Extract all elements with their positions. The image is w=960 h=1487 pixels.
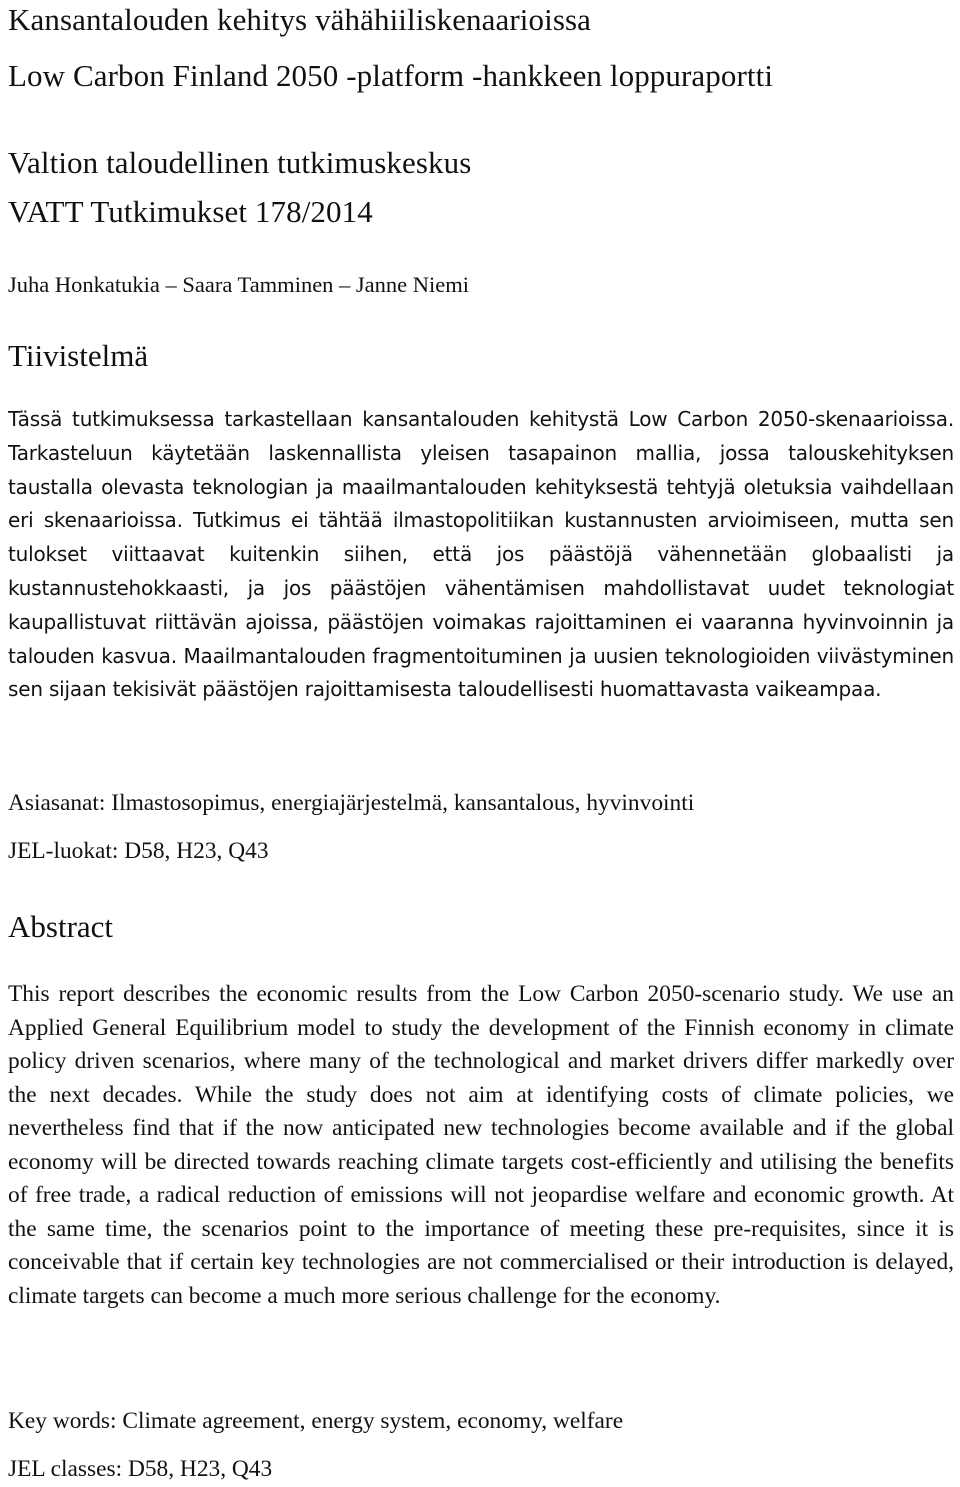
- abstract-body: This report describes the economic results from the Low Carbon 2050-scenario study. We use an Applied General Equilibrium model to study the development of the Finnish economy in climate policy driven scenarios, where many of the technological and market drivers differ markedly over the next decades. While the study does not aim at identifying costs of climate policies, we nevertheless find that if the now anticipated new technologies become available and if the global economy will be directed towards reaching climate targets cost-efficiently and utilising the benefits of free trade, a radical reduction of emissions will not jeopardise welfare and economic growth. At the same time, the scenarios point to the importance of meeting these pre-requisites, since it is conceivable that if certain key technologies are not commercialised or their introduction is delayed, climate targets can become a much more serious challenge for the economy.: [8, 981, 954, 1309]
- institute-name: Valtion taloudellinen tutkimuskeskus: [8, 145, 472, 180]
- tiivistelma-heading: Tiivistelmä: [8, 338, 149, 373]
- en-keywords: Key words: Climate agreement, energy system, economy, welfare: [8, 1408, 624, 1434]
- report-subtitle: Low Carbon Finland 2050 -platform -hankkeen loppuraportti: [8, 58, 774, 93]
- report-title: Kansantalouden kehitys vähähiiliskenaarioissa: [8, 2, 592, 37]
- tiivistelma-body: Tässä tutkimuksessa tarkastellaan kansantalouden kehitystä Low Carbon 2050-skenaarioissa. Tarkasteluun käytetään laskennallista yleisen tasapainon mallia, jossa talouskehityksen taustalla olevasta teknologian ja maailmantalouden kehityksestä tehtyjä oletuksia vaihdellaan eri skenaarioissa. Tutkimus ei tähtää ilmastopolitiikan kustannusten arvioimiseen, mutta sen tulokset viittaavat kuitenkin siihen, että jos päästöjä vähennetään globaalisti ja kustannustehokkaasti, ja jos päästöjen vähentämisen mahdollistavat uudet teknologiat kaupallistuvat riittävän ajoissa, päästöjen voimakas rajoittaminen ei vaaranna hyvinvoinnin ja talouden kasvua. Maailmantalouden fragmentoituminen ja uusien teknologioiden viivästyminen sen sijaan tekisivät päästöjen rajoittamisesta taloudellisesti huomattavasta vaikeampaa.: [8, 407, 954, 702]
- authors-line: Juha Honkatukia – Saara Tamminen – Janne Niemi: [8, 272, 470, 297]
- fi-jel-codes: JEL-luokat: D58, H23, Q43: [8, 838, 269, 864]
- fi-keywords: Asiasanat: Ilmastosopimus, energiajärjestelmä, kansantalous, hyvinvointi: [8, 790, 695, 816]
- en-jel-codes: JEL classes: D58, H23, Q43: [8, 1456, 273, 1482]
- abstract-heading: Abstract: [8, 909, 114, 944]
- series-number: VATT Tutkimukset 178/2014: [8, 194, 373, 229]
